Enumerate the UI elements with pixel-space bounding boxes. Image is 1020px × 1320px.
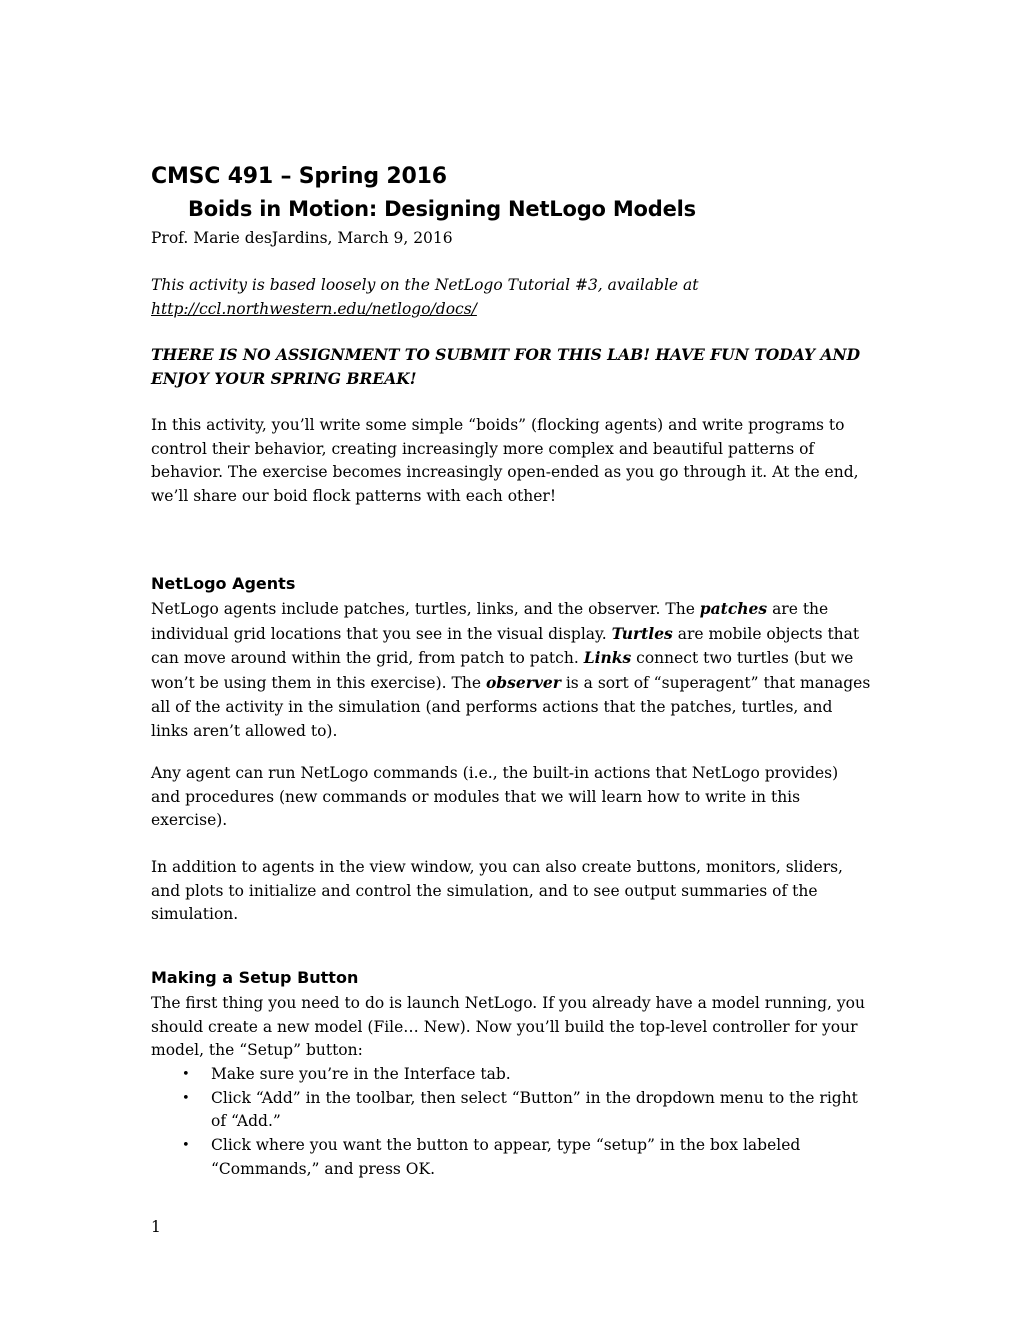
term-observer: observer <box>485 673 561 693</box>
intro-paragraph: In this activity, you’ll write some simple “boids” (flocking agents) and write programs to control their behavior, creating increasingly more complex and beautiful patterns of behavior. The exercise becomes increasingly open-ended as you go through it. At the end, we’ll share our boid flock patterns with each other! <box>151 416 859 506</box>
term-links: Links <box>583 648 632 668</box>
document-byline: Prof. Marie desJardins, March 9, 2016 <box>151 229 453 247</box>
setup-paragraph: The first thing you need to do is launch NetLogo. If you already have a model running, you should create a new model (File… New). Now you’ll build the top-level controller for your model, the “Setup” button: <box>151 994 865 1060</box>
document-page <box>151 0 871 1320</box>
page-number: 1 <box>151 1218 161 1236</box>
list-item: • Make sure you’re in the Interface tab. <box>151 1063 871 1087</box>
no-assignment-warning: THERE IS NO ASSIGNMENT TO SUBMIT FOR THIS LAB! HAVE FUN TODAY AND ENJOY YOUR SPRING BREAK! <box>151 345 861 388</box>
agents-paragraph-3: In addition to agents in the view window, you can also create buttons, monitors, sliders, and plots to initialize and control the simulation, and to see output summaries of the simulation. <box>151 858 843 924</box>
bullet-icon: • <box>182 1067 190 1082</box>
document-title: CMSC 491 – Spring 2016 <box>151 164 447 189</box>
section-heading-setup-button: Making a Setup Button <box>151 968 359 987</box>
term-patches: patches <box>699 599 768 618</box>
list-item: • Click “Add” in the toolbar, then select “Button” in the dropdown menu to the right of “Add.” <box>182 1088 858 1131</box>
source-note <box>151 274 871 321</box>
document-subtitle: Boids in Motion: Designing NetLogo Models <box>188 197 696 221</box>
list-item: • Click where you want the button to appear, type “setup” in the box labeled “Commands,” and press OK. <box>182 1136 801 1178</box>
agents-paragraph-1: NetLogo agents include patches, turtles, links, and the observer. The patches are the individual grid locations that you see in the visual display. Turtles are mobile objects that can move around within the grid, from patch to patch. Links connect two turtles (but we won’t be using them in this exercise). The observer is a sort of “superagent” that manages all of the activity in the simulation (and performs actions that the patches, turtles, and links aren’t allowed to). <box>151 599 871 740</box>
term-turtles: Turtles <box>611 623 673 643</box>
setup-steps-list <box>151 1063 871 1182</box>
bullet-icon: • <box>182 1090 190 1106</box>
section-heading-agents: NetLogo Agents <box>151 574 296 593</box>
source-note-text: This activity is based loosely on the NetLogo Tutorial #3, available at <box>151 276 699 294</box>
bullet-icon: • <box>182 1138 190 1154</box>
agents-paragraph-2: Any agent can run NetLogo commands (i.e., the built-in actions that NetLogo provides) and procedures (new commands or modules that we will learn how to write in this exercise). <box>151 764 839 830</box>
netlogo-docs-link[interactable]: http://ccl.northwestern.edu/netlogo/docs/ <box>151 299 477 318</box>
